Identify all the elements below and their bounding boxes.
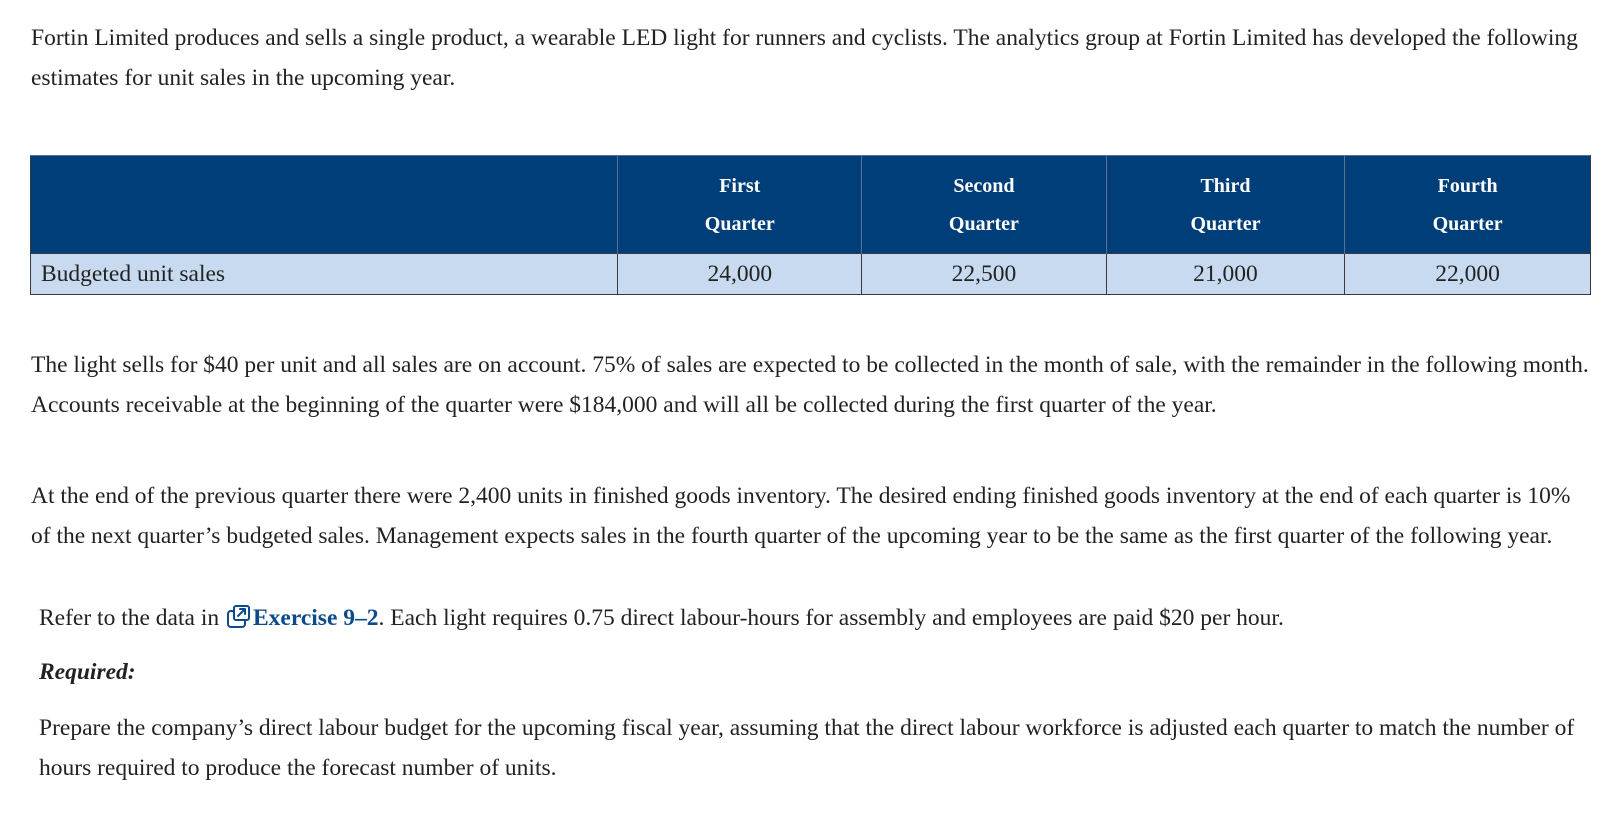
prepare-paragraph: Prepare the company’s direct labour budget for the upcoming fiscal year, assuming that the direct labour workforce is adjusted each quarter to match the number of hours required to produce the forecast number of units.: [39, 715, 1575, 781]
price-paragraph: The light sells for $40 per unit and all sales are on account. 75% of sales are expected to be collected in the month of sale, with the remainder in the following month. Accounts receivable at the beginning of the quarter were $184,000 and will all be collected during the first quarter of the year.: [31, 352, 1589, 418]
cell-fourth-quarter: 22,000: [1345, 254, 1591, 295]
table-header-row: [31, 156, 1591, 254]
refer-text-before: Refer to the data in: [39, 605, 225, 631]
exercise-link-text[interactable]: Exercise 9–2: [252, 605, 379, 631]
column-header-third-quarter: Third Quarter: [1106, 156, 1344, 254]
table-header-blank: [31, 156, 618, 254]
column-header-fourth-quarter: Fourth Quarter: [1345, 156, 1591, 254]
required-heading: Required:: [39, 659, 136, 685]
row-label-budgeted-unit-sales: Budgeted unit sales: [31, 254, 618, 295]
intro-paragraph: Fortin Limited produces and sells a single product, a wearable LED light for runners and cyclists. The analytics group at Fortin Limited has developed the following estimates for unit sales in the upcoming year.: [31, 25, 1578, 91]
refer-text-after: . Each light requires 0.75 direct labour-hours for assembly and employees are paid $20 per hour.: [378, 605, 1284, 631]
cell-third-quarter: 21,000: [1106, 254, 1344, 295]
cell-second-quarter: 22,500: [862, 254, 1107, 295]
budgeted-unit-sales-table: [30, 155, 1591, 295]
exercise-link[interactable]: [225, 605, 379, 631]
external-link-icon: [226, 602, 251, 642]
table-row: [31, 254, 1591, 295]
column-header-first-quarter: First Quarter: [618, 156, 862, 254]
cell-first-quarter: 24,000: [618, 254, 862, 295]
column-header-second-quarter: Second Quarter: [862, 156, 1107, 254]
refer-paragraph: [39, 598, 1599, 642]
inventory-paragraph: At the end of the previous quarter there were 2,400 units in finished goods inventory. The desired ending finished goods inventory at the end of each quarter is 10% of the next quarter’s budgeted sales. Management expects sales in the fourth quarter of the upcoming year to be the same as the first quarter of the following year.: [31, 483, 1571, 549]
